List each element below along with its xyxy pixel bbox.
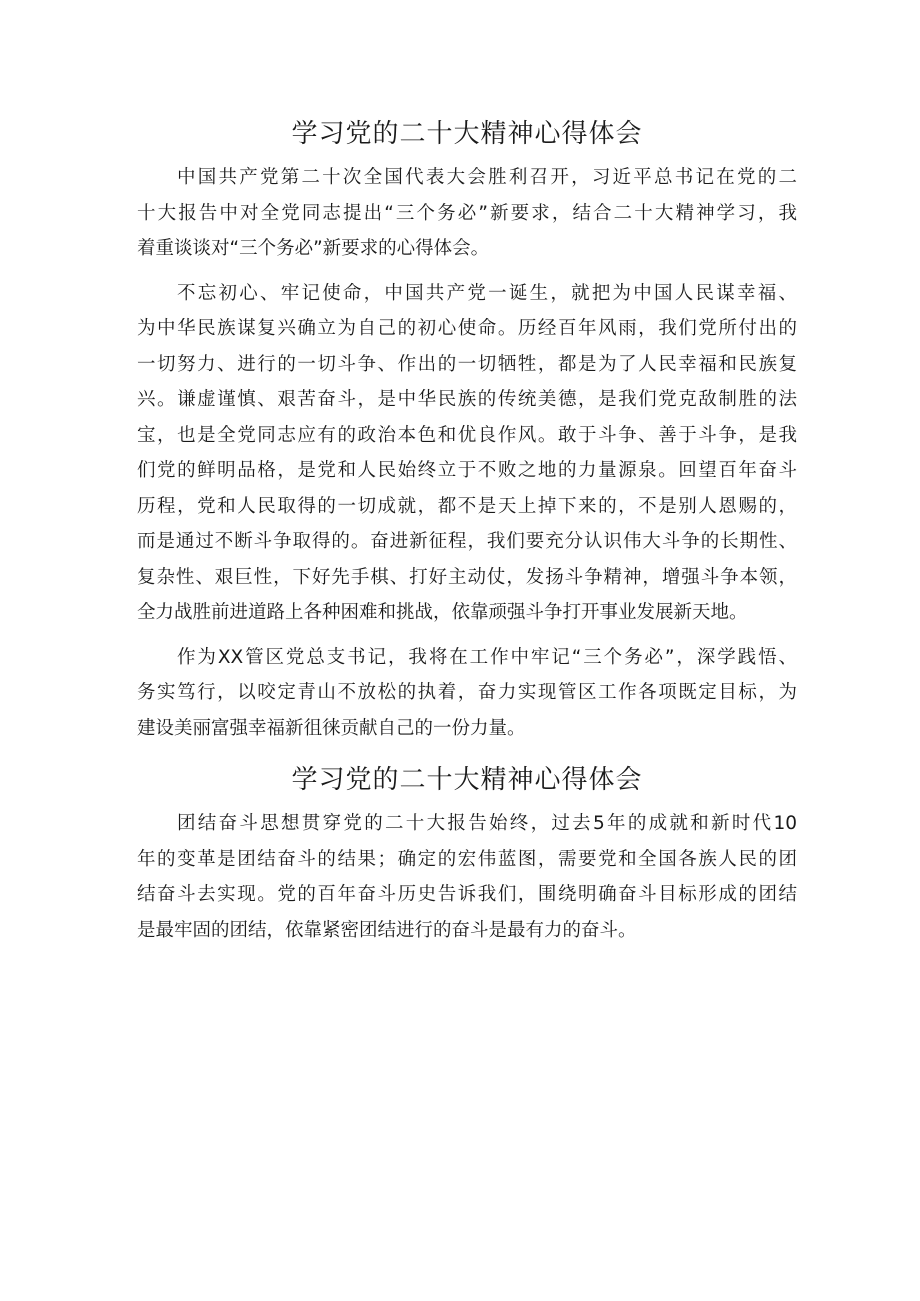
section-title-2: 学习党的二十大精神心得体会 (291, 765, 643, 795)
text-line: 年的变革是团结奋斗的结果；确定的宏伟蓝图，需要党和全国各族人民的团 (137, 848, 797, 870)
text-line: 着重谈谈对“三个务必”新要求的心得体会。 (137, 238, 490, 259)
section-title-1: 学习党的二十大精神心得体会 (291, 119, 643, 149)
text-line: 为中华民族谋复兴确立为自己的初心使命。历经百年风雨，我们党所付出的 (137, 318, 797, 339)
text-line: 不忘初心、牢记使命，中国共产党一诞生，就把为中国人民谋幸福、 (177, 282, 797, 304)
text-line: 十大报告中对全党同志提出“三个务必”新要求，结合二十大精神学习，我 (137, 202, 797, 224)
document-body (137, 112, 797, 957)
text-line: 团结奋斗思想贯穿党的二十大报告始终，过去5年的成就和新时代10 (177, 813, 797, 834)
paragraph-3 (137, 640, 797, 747)
text-line: 宝，也是全党同志应有的政治本色和优良作风。敢于斗争、善于斗争，是我 (137, 424, 797, 446)
text-line: 复杂性、艰巨性，下好先手棋、打好主动仗，发扬斗争精神，增强斗争本领， (137, 566, 797, 588)
text-line: 建设美丽富强幸福新徂徕贡献自己的一份力量。 (137, 717, 526, 739)
paragraph-1 (137, 160, 797, 267)
text-line: 务实笃行，以咬定青山不放松的执着，奋力实现管区工作各项既定目标，为 (137, 682, 797, 703)
text-line: 结奋斗去实现。党的百年奋斗历史告诉我们，围绕明确奋斗目标形成的团结 (137, 884, 797, 905)
text-line: 兴。谦虚谨慎、艰苦奋斗，是中华民族的传统美德，是我们党克敌制胜的法 (137, 389, 797, 410)
paragraph-2 (137, 276, 797, 631)
text-line: 全力战胜前进道路上各种困难和挑战，依靠顽强斗争打开事业发展新天地。 (137, 602, 748, 623)
text-line: 历程，党和人民取得的一切成就，都不是天上掉下来的，不是别人恩赐的， (137, 495, 797, 517)
text-line: 是最牢固的团结，依靠紧密团结进行的奋斗是最有力的奋斗。 (137, 919, 637, 941)
text-line: 们党的鲜明品格，是党和人民始终立于不败之地的力量源泉。回望百年奋斗 (137, 460, 797, 481)
paragraph-4 (137, 806, 797, 948)
text-line: 一切努力、进行的一切斗争、作出的一切牺牲，都是为了人民幸福和民族复 (137, 353, 797, 375)
text-line: 作为XX管区党总支书记，我将在工作中牢记“三个务必”，深学践悟、 (177, 646, 797, 668)
text-line: 而是通过不断斗争取得的。奋进新征程，我们要充分认识伟大斗争的长期性、 (137, 531, 797, 552)
text-line: 中国共产党第二十次全国代表大会胜利召开，习近平总书记在党的二 (177, 167, 797, 188)
